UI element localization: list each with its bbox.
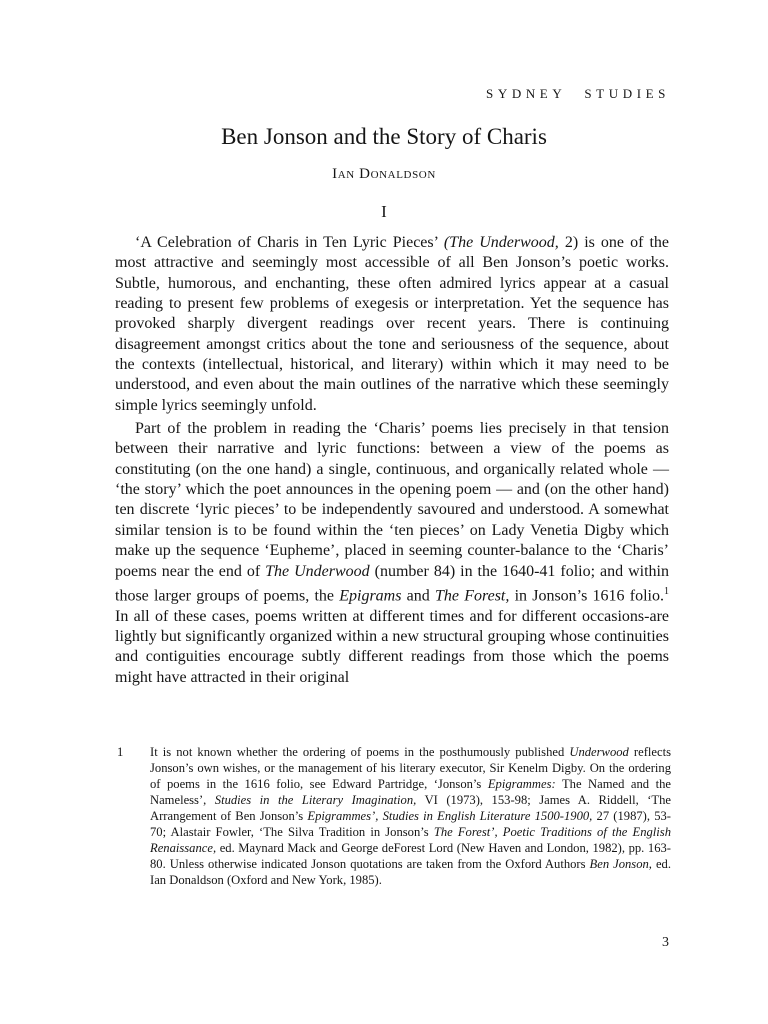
footnote-number: 1	[117, 745, 124, 759]
footnotes	[117, 744, 671, 888]
footnote-reference[interactable]: 1	[664, 585, 669, 597]
paragraph-2: Part of the problem in reading the ‘Charis’ poems lies precisely in that tension between their narrative and lyric functions: between a view of the poems as constituting (on the one hand) a single, continuous, and organically related whole — ‘the story’ which the poet announces in the opening poem — and (on the other hand) ten discrete ‘lyric pieces’ to be independently savoured and understood. A somewhat similar tension is to be found within the ‘ten pieces’ on Lady Venetia Digby which make up the sequence ‘Eupheme’, placed in seeming counter-balance to the ‘Charis’ poems near the end of The Underwood (number 84) in the 1640-41 folio; and within those larger groups of poems, the Epigrams and The Forest, in Jonson’s 1616 folio.$^1$ In all of these cases, poems written at different times and for different occasions-are lightly but significantly organized within a new structural grouping whose continuities and contiguities encourage subtly different readings from those which the poems might have attracted in their original	[115, 420, 669, 686]
running-head-journal: SYDNEY	[486, 86, 567, 101]
footnote-text: It is not known whether the ordering of poems in the posthumously published Underwood reflects Jonson’s own wishes, or the management of his literary executor, Sir Kenelm Digby. On the ordering of poems in the 1616 folio, see Edward Partridge, ‘Jonson’s Epigrammes: The Named and the Nameless’, Studies in the Literary Imagination, VI (1973), 153-98; James A. Riddell, ‘The Arrangement of Ben Jonson’s Epigrammes’, Studies in English Literature 1500-1900, 27 (1987), 53-70; Alastair Fowler, ‘The Silva Tradition in Jonson’s The Forest’, Poetic Traditions of the English Renaissance, ed. Maynard Mack and George deForest Lord (New Haven and London, 1982), pp. 163-80. Unless otherwise indicated Jonson quotations are taken from the Oxford Authors Ben Jonson, ed. Ian Donaldson (Oxford and New York, 1985).	[150, 745, 672, 887]
article-author: Ian Donaldson	[332, 166, 436, 182]
section-number: I	[381, 202, 387, 221]
running-head	[486, 86, 670, 102]
article-title: Ben Jonson and the Story of Charis	[221, 124, 547, 149]
page-number: 3	[662, 935, 669, 950]
running-head-studies: STUDIES	[584, 86, 670, 101]
paragraph-1: ‘A Celebration of Charis in Ten Lyric Pieces’ (The Underwood, 2) is one of the most attractive and seemingly most accessible of all Ben Jonson’s poetic works. Subtle, humorous, and enchanting, these often admired lyrics appear at a casual reading to present few problems of exegesis or interpretation. Yet the sequence has provoked sharply divergent readings over recent years. There is continuing disagreement amongst critics about the tone and seriousness of the sequence, about the contexts (intellectual, historical, and literary) within which it may need to be understood, and even about the main outlines of the narrative which these seemingly simple lyrics seemingly unfold.	[115, 234, 670, 414]
article-body	[115, 233, 669, 691]
footnote-1	[117, 744, 671, 888]
